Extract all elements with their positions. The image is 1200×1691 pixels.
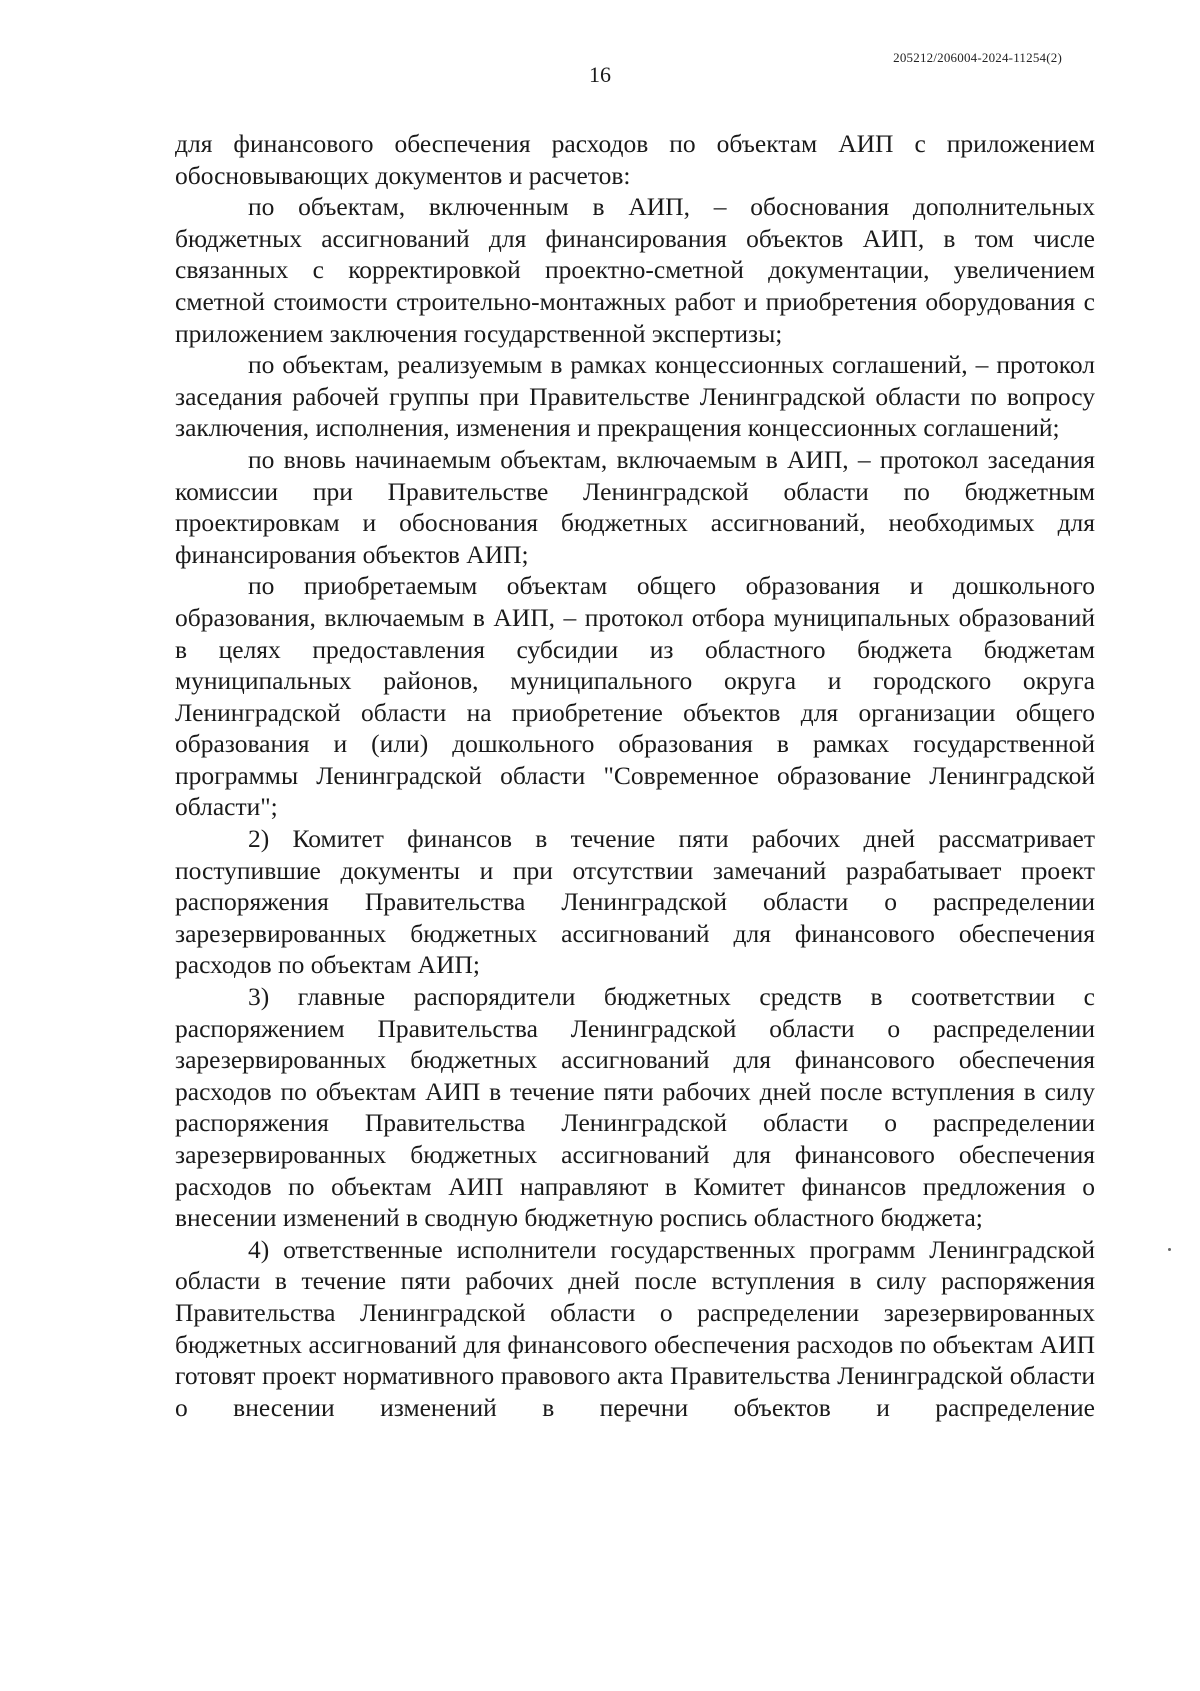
paragraph-item-4: 4) ответственные исполнители государственных программ Ленинградской области в течение пяти рабочих дней после вступления в силу распоряжения Правительства Ленинградской области о распределении зарезервированных бюджетных ассигнований для финансового обеспечения расходов по объектам АИП готовят проект нормативного правового акта Правительства Ленинградской области о внесении изменений в перечни объектов и распределение (175, 1234, 1095, 1422)
paragraph-new-objects: по вновь начинаемым объектам, включаемым в АИП, – протокол заседания комиссии при Правительстве Ленинградской области по бюджетным проектировкам и обоснования бюджетных ассигнований, необходимых для финансирования объектов АИП; (175, 444, 1095, 569)
paragraph-aip-objects: по объектам, включенным в АИП, – обоснования дополнительных бюджетных ассигнований для финансирования объектов АИП, в том числе связанных с корректировкой проектно-сметной документации, увеличением сметной стоимости строительно-монтажных работ и приобретения оборудования с приложением заключения государственной экспертизы; (175, 192, 1095, 348)
document-registration-number: 205212/206004-2024-11254(2) (893, 50, 1062, 65)
paragraph-continuation: для финансового обеспечения расходов по объектам АИП с приложением обосновывающих документов и расчетов: (175, 129, 1095, 190)
paragraph-item-3: 3) главные распорядители бюджетных средств в соответствии с распоряжением Правительства Ленинградской области о распределении зарезервированных бюджетных ассигнований для финансового обеспечения расходов по объектам АИП в течение пяти рабочих дней после вступления в силу распоряжения Правительства Ленинградской области о распределении зарезервированных бюджетных ассигнований для финансового обеспечения расходов по объектам АИП направляют в Комитет финансов предложения о внесении изменений в сводную бюджетную роспись областного бюджета; (175, 982, 1095, 1233)
page-number: 16 (589, 62, 611, 87)
paragraph-item-2: 2) Комитет финансов в течение пяти рабочих дней рассматривает поступившие документы и при отсутствии замечаний разрабатывает проект распоряжения Правительства Ленинградской области о распределении зарезервированных бюджетных ассигнований для финансового обеспечения расходов по объектам АИП; (175, 824, 1095, 980)
paragraph-education-objects: по приобретаемым объектам общего образования и дошкольного образования, включаемым в АИП, – протокол отбора муниципальных образований в целях предоставления субсидии из областного бюджета бюджетам муниципальных районов, муниципального округа и городского округа Ленинградской области на приобретение объектов для организации общего образования и (или) дошкольного образования в рамках государственной программы Ленинградской области "Современное образование Ленинградской области"; (175, 571, 1095, 822)
document-body (175, 128, 1095, 1423)
paragraph-concession-objects: по объектам, реализуемым в рамках концессионных соглашений, – протокол заседания рабочей группы при Правительстве Ленинградской области по вопросу заключения, исполнения, изменения и прекращения концессионных соглашений; (175, 350, 1095, 443)
scan-artifact (1168, 1248, 1171, 1251)
